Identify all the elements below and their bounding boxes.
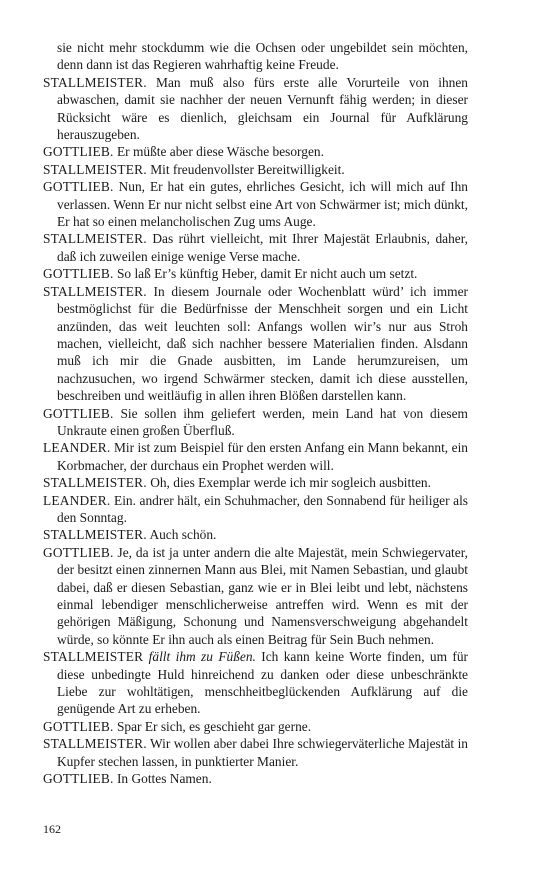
dialogue-line — [43, 230, 468, 265]
dialogue-line — [43, 143, 468, 160]
dialogue-line — [43, 439, 468, 474]
speaker-name: STALLMEISTER. — [43, 161, 147, 177]
dialogue-line — [43, 178, 468, 230]
dialogue-line — [43, 544, 468, 648]
dialogue-line — [43, 283, 468, 405]
dialogue-text: Das rührt vielleicht, mit Ihrer Majestät Erlaubnis, daher, daß ich zuweilen einige wenige Verse mache. — [57, 231, 468, 264]
dialogue-text: Je, da ist ja unter andern die alte Majestät, mein Schwiegervater, der besitzt einen zinnernen Mann aus Blei, mit Namen Sebastian, und glaubt dabei, daß er diesen Sebastian, ganz wie er in Blei leibt und lebt, nächstens einmal lebendiger menschlicherweise antreffen wird. Wenn es mit der gehörigen Mäßigung, Schonung und Namensverschweigung abgehandelt würde, so könnte Er ihn auch als einen Beitrag für Sein Buch nehmen. — [57, 544, 468, 647]
dialogue-line — [43, 492, 468, 527]
dialogue-line — [43, 265, 468, 282]
dialogue-line — [43, 735, 468, 770]
speaker-name: GOTTLIEB. — [43, 179, 114, 195]
dialogue-line — [43, 74, 468, 144]
dialogue-text: Wir wollen aber dabei Ihre schwiegerväterliche Majestät in Kupfer stechen lassen, in punktierter Manier. — [57, 736, 468, 769]
dialogue-text: Sie sollen ihm geliefert werden, mein Land hat von diesem Unkraute einen großen Überfluß. — [57, 405, 468, 438]
page-body — [43, 39, 468, 787]
dialogue-text: Mit freudenvollster Bereitwilligkeit. — [150, 161, 345, 177]
speaker-name: GOTTLIEB. — [43, 405, 114, 421]
dialogue-line — [43, 648, 468, 718]
speaker-name: GOTTLIEB. — [43, 771, 114, 787]
page-number: 162 — [43, 822, 61, 836]
continuation-paragraph: sie nicht mehr stockdumm wie die Ochsen oder ungebildet sein möchten, denn dann ist das Regieren wahrhaftig keine Freude. — [57, 40, 468, 73]
dialogue-line — [43, 770, 468, 787]
speaker-name: LEANDER. — [43, 492, 111, 508]
speaker-name: STALLMEISTER. — [43, 74, 147, 90]
dialogue-line — [43, 474, 468, 491]
dialogue-text: In Gottes Namen. — [116, 771, 212, 787]
dialogue-line — [43, 526, 468, 543]
dialogue-text: Spar Er sich, es geschieht gar gerne. — [116, 718, 312, 734]
speaker-name: STALLMEISTER. — [43, 283, 147, 299]
dialogue-text: So laß Er’s künftig Heber, damit Er nicht auch um setzt. — [116, 266, 418, 282]
stage-direction: fällt ihm zu Füßen. — [148, 649, 256, 665]
speaker-name: STALLMEISTER. — [43, 527, 147, 543]
speaker-name: GOTTLIEB. — [43, 544, 114, 560]
dialogue-line — [43, 718, 468, 735]
dialogue-text: Ich kann keine Worte finden, um für diese unbedingte Huld hinreichend zu danken oder diese unbeschränkte Liebe zur wohltätigen, menschheitbeglückenden Aufklärung auf die genügende Art zu erheben. — [57, 649, 469, 717]
dialogue-text: In diesem Journale oder Wochenblatt würd’ ich immer bestmöglichst für die Bedürfnisse der Menschheit sorgen und ein Licht anzünden, das weit leuchten soll: Anfangs wollen wir’s nur aus Stroh machen, vielleicht, daß sich nachher bessere Materialien finden. Alsdann muß ich mir die Gnade ausbitten, im Lande herumzureisen, um nachzusuchen, wo irgend Schwärmer stecken, damit ich diese ausstellen, beschreiben und weitläufig in allen ihren Blößen darstellen kann. — [57, 283, 468, 404]
dialogue-text: Er müßte aber diese Wäsche besorgen. — [116, 144, 324, 160]
speaker-name: STALLMEISTER — [43, 649, 144, 665]
speaker-name: GOTTLIEB. — [43, 144, 114, 160]
dialogue-text: Man muß also fürs erste alle Vorurteile von ihnen abwaschen, damit sie nachher der neuen Vernunft fähig werden; in dieser Rücksicht wäre es dienlich, gleichsam ein Journal für Aufklärung herauszugeben. — [57, 74, 468, 143]
dialogue-line — [43, 405, 468, 440]
speaker-name: STALLMEISTER. — [43, 231, 147, 247]
dialogue-text: Mir ist zum Beispiel für den ersten Anfang ein Mann bekannt, ein Korbmacher, der durchaus ein Prophet werden will. — [57, 440, 468, 473]
dialogue-line — [43, 161, 468, 178]
dialogue-text: Nun, Er hat ein gutes, ehrliches Gesicht, ich will mich auf Ihn verlassen. Wenn Er nur nicht selbst eine Art von Schwärmer ist; mich dünkt, Er hat so einen melancholischen Zug ums Auge. — [57, 179, 468, 230]
speaker-name: LEANDER. — [43, 440, 111, 456]
speaker-name: GOTTLIEB. — [43, 718, 114, 734]
dialogue-text: Auch schön. — [149, 527, 217, 543]
speaker-name: STALLMEISTER. — [43, 736, 147, 752]
speaker-name: STALLMEISTER. — [43, 475, 147, 491]
speaker-name: GOTTLIEB. — [43, 266, 114, 282]
dialogue-text: Oh, dies Exemplar werde ich mir sogleich ausbitten. — [150, 475, 431, 491]
dialogue-text: Ein. andrer hält, ein Schuhmacher, den Sonnabend für heiliger als den Sonntag. — [57, 492, 468, 525]
